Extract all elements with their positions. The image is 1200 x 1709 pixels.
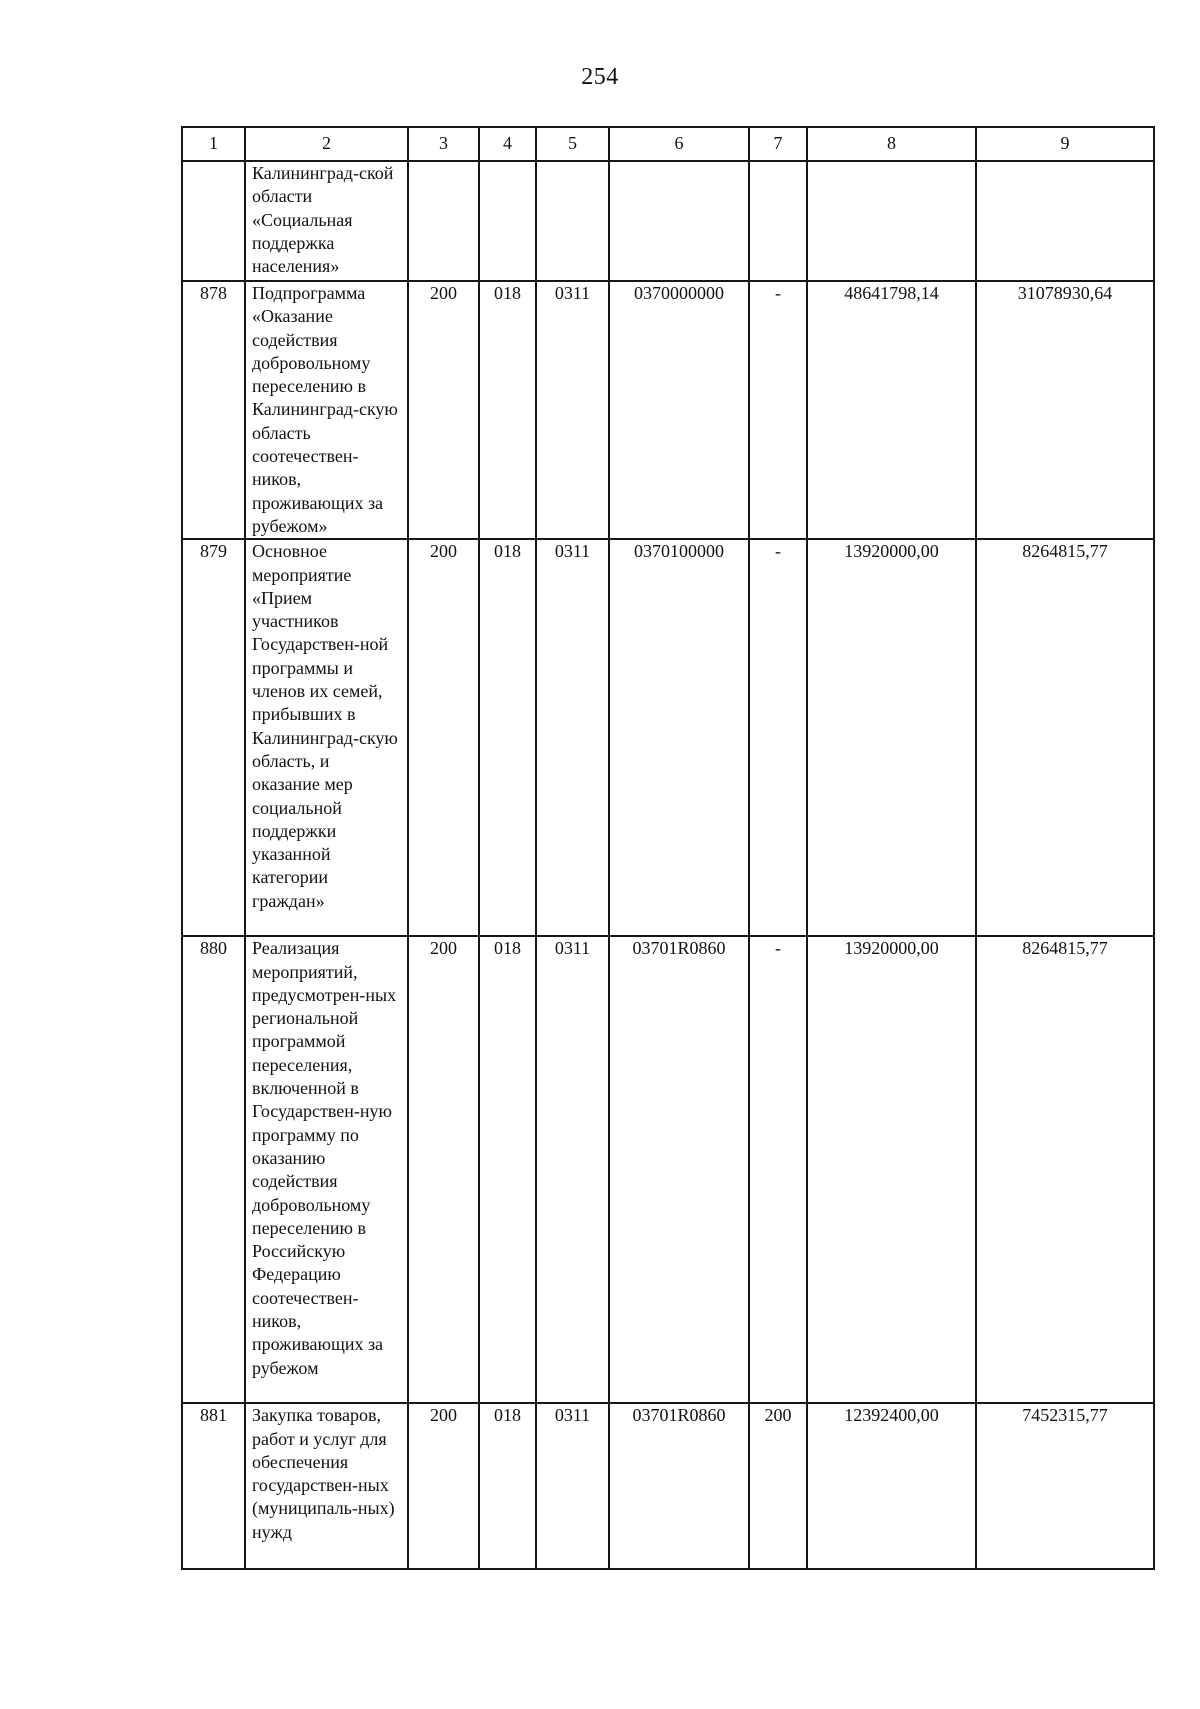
cell-col6: 0370000000 xyxy=(609,281,749,539)
cell-col7: - xyxy=(749,936,807,1403)
cell-col9: 31078930,64 xyxy=(976,281,1154,539)
cell-col6 xyxy=(609,161,749,281)
table-row xyxy=(182,281,1154,539)
table-row xyxy=(182,539,1154,936)
cell-col8: 48641798,14 xyxy=(807,281,976,539)
cell-col4: 018 xyxy=(479,936,536,1403)
table-row xyxy=(182,1403,1154,1569)
cell-col7: - xyxy=(749,281,807,539)
cell-col9: 8264815,77 xyxy=(976,936,1154,1403)
cell-col5: 0311 xyxy=(536,936,609,1403)
cell-col8: 13920000,00 xyxy=(807,936,976,1403)
table-row xyxy=(182,936,1154,1403)
row-number-cell: 880 xyxy=(182,936,245,1403)
row-number-cell: 881 xyxy=(182,1403,245,1569)
page-number: 254 xyxy=(581,64,619,90)
row-number-cell: 878 xyxy=(182,281,245,539)
cell-col3 xyxy=(408,161,479,281)
cell-col5 xyxy=(536,161,609,281)
row-name-cell: Подпрограмма «Оказание содействия добровольному переселению в Калининград-скую область соотечествен-ников, проживающих за рубежом» xyxy=(245,281,408,539)
row-name-cell: Основное мероприятие «Прием участников Государствен-ной программы и членов их семей, прибывших в Калининград-скую область, и оказание мер социальной поддержки указанной категории граждан» xyxy=(245,539,408,936)
cell-col5: 0311 xyxy=(536,1403,609,1569)
cell-col8: 13920000,00 xyxy=(807,539,976,936)
cell-col6: 0370100000 xyxy=(609,539,749,936)
cell-col9 xyxy=(976,161,1154,281)
column-header: 5 xyxy=(536,127,609,161)
cell-col7: 200 xyxy=(749,1403,807,1569)
table-row-continuation xyxy=(182,161,1154,281)
cell-col8: 12392400,00 xyxy=(807,1403,976,1569)
column-header: 9 xyxy=(976,127,1154,161)
column-header: 3 xyxy=(408,127,479,161)
cell-col8 xyxy=(807,161,976,281)
cell-col6: 03701R0860 xyxy=(609,936,749,1403)
budget-table xyxy=(181,126,1155,1570)
cell-col3: 200 xyxy=(408,936,479,1403)
row-name-cell: Реализация мероприятий, предусмотрен-ных региональной программой переселения, включенной в Государствен-ную программу по оказанию содействия добровольному переселению в Российскую Федерацию соотечествен-ников, проживающих за рубежом xyxy=(245,936,408,1403)
cell-col4: 018 xyxy=(479,281,536,539)
row-number-cell: 879 xyxy=(182,539,245,936)
column-header: 8 xyxy=(807,127,976,161)
column-header: 4 xyxy=(479,127,536,161)
row-name-cell: Калининград-ской области «Социальная поддержка населения» xyxy=(245,161,408,281)
cell-col5: 0311 xyxy=(536,281,609,539)
cell-col9: 8264815,77 xyxy=(976,539,1154,936)
row-name-cell: Закупка товаров, работ и услуг для обеспечения государствен-ных (муниципаль-ных) нужд xyxy=(245,1403,408,1569)
column-header: 7 xyxy=(749,127,807,161)
cell-col3: 200 xyxy=(408,281,479,539)
cell-col9: 7452315,77 xyxy=(976,1403,1154,1569)
cell-col7: - xyxy=(749,539,807,936)
row-number-cell xyxy=(182,161,245,281)
cell-col4: 018 xyxy=(479,539,536,936)
column-header: 6 xyxy=(609,127,749,161)
cell-col7 xyxy=(749,161,807,281)
table-header-row xyxy=(182,127,1154,161)
cell-col4: 018 xyxy=(479,1403,536,1569)
cell-col4 xyxy=(479,161,536,281)
cell-col3: 200 xyxy=(408,539,479,936)
cell-col3: 200 xyxy=(408,1403,479,1569)
column-header: 1 xyxy=(182,127,245,161)
cell-col6: 03701R0860 xyxy=(609,1403,749,1569)
cell-col5: 0311 xyxy=(536,539,609,936)
column-header: 2 xyxy=(245,127,408,161)
